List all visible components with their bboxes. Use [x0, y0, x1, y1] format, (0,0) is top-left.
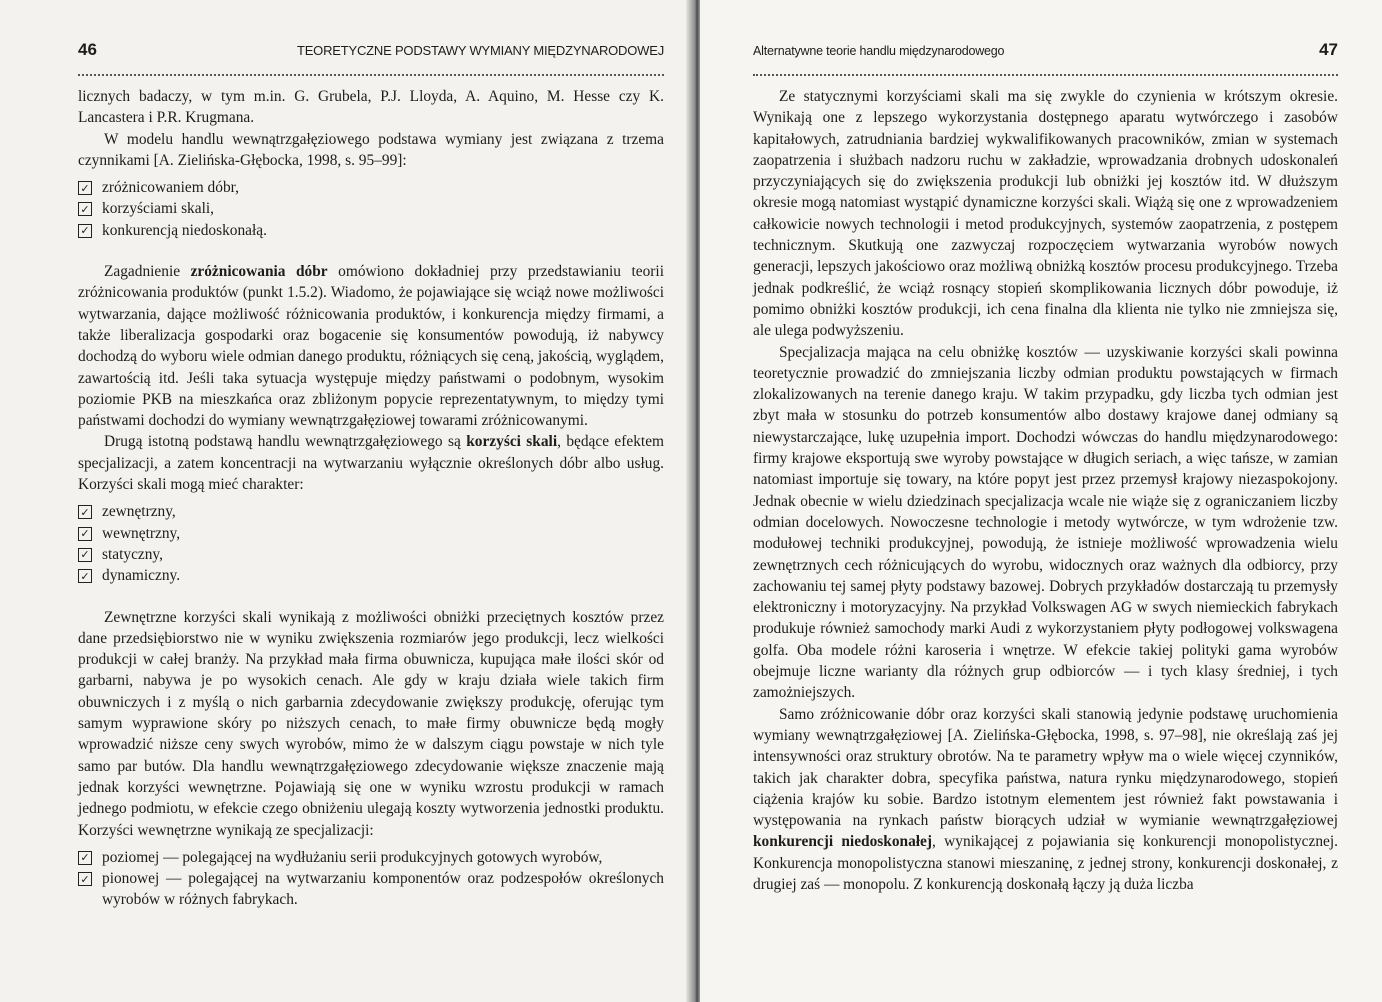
running-title-right: Alternatywne teorie handlu międzynarodowego — [753, 44, 1005, 58]
paragraph: Zagadnienie zróżnicowania dóbr omówiono dokładniej przy przedstawianiu teorii zróżnicowania produktów (punkt 1.5.2). Wiadomo, że pojawiające się wciąż nowe możliwości wytwarzania, dające możliwość różnicowania produktów, i konkurencja między firmami, a także liberalizacja gospodarki oraz bogacenie się konsumentów powodują, iż nabywcy dochodzą do wyboru wiele odmian danego produktu, różniących się ceną, jakością, wyglądem, zawartością itd. Jeśli taka sytuacja występuje między państwami o podobnym, wysokim poziomie PKB na mieszkańca oraz zbliżonym popycie reprezentatywnym, to między tymi państwami dochodzi do wymiany wewnątrzgałęziowej towarami zróżnicowanymi. — [78, 263, 664, 430]
list-item: ✓ korzyściami skali, — [78, 198, 664, 219]
checkbox-icon: ✓ — [78, 569, 92, 583]
checkbox-icon: ✓ — [78, 527, 92, 541]
paragraph: Ze statycznymi korzyściami skali ma się zwykle do czynienia w krótszym okresie. Wynikają one z lepszego wykorzystania dostępnego aparatu wytwórczego i zasobów kapitałowych, zatrudniania bardziej wykwalifikowanych pracowników, zmian w systemach zaopatrzenia i służbach nadzoru ruchu w zakładzie, wprowadzania drobnych udoskonaleń przyczyniających się do zwiększenia produkcji lub obniżki jej kosztów itd. W dłuższym okresie mogą natomiast wystąpić dynamiczne korzyści skali. Wiążą się one z wprowadzeniem całkowicie nowych technologii i metod produkcyjnych, systemów zaopatrzenia, z postępem technicznym. Skutkują one zazwyczaj rozpoczęciem wytwarzania wyrobów nowych generacji, lepszych jakościowo oraz możliwą obniżką kosztów procesu produkcyjnego. Trzeba jednak podkreślić, że wciąż rosnący stopień skomplikowania licznych dóbr powoduje, iż pomimo obniżki kosztów produkcji, ich cena finalna dla klienta nie tylko nie zmniejsza się, ale ulega podwyższeniu. — [753, 88, 1338, 340]
running-title-left: TEORETYCZNE PODSTAWY WYMIANY MIĘDZYNARODOWEJ — [296, 43, 664, 58]
list-item: ✓ poziomej — polegającej na wydłużaniu serii produkcyjnych gotowych wyrobów, — [78, 847, 664, 868]
dotted-rule-left — [78, 66, 664, 76]
page-number-right: 47 — [1319, 40, 1338, 59]
list-item: ✓ wewnętrzny, — [78, 523, 664, 544]
list-item: ✓ dynamiczny. — [78, 565, 664, 586]
paragraph: Drugą istotną podstawą handlu wewnątrzgałęziowego są korzyści skali, będące efektem specjalizacji, a zatem koncentracji na wytwarzaniu wyłącznie określonych dóbr albo usług. Korzyści skali mogą mieć charakter: — [78, 433, 664, 494]
left-page — [0, 0, 690, 1002]
left-header — [78, 40, 664, 60]
dotted-rule-right — [753, 66, 1338, 76]
paragraph: Zewnętrzne korzyści skali wynikają z możliwości obniżki przeciętnych kosztów przez dane przedsiębiorstwo nie w wyniku zwiększenia rozmiarów jego produkcji, lecz wielkości produkcji w całej branży. Na przykład mała firma obuwnicza, kupująca małe ilości skór od garbarni, nabywa je po wysokich cenach. Ale gdy w kraju działa wiele takich firm obuwniczych i z myślą o nich garbarnia zdecydowanie zwiększy produkcję, oferując tym samym wyprawione skóry po niższych cenach, to małe firmy obuwnicze będą mogły wprowadzić niższe ceny swych wyrobów, mimo że w dalszym ciągu powstaje w nich tyle samo par butów. Dla handlu wewnątrzgałęziowego zdecydowanie większe znaczenie mają jednak korzyści wewnętrzne. Pojawiają się one w wyniku wzrostu produkcji w ramach jednego podmiotu, w efekcie czego obniżeniu ulegają koszty wytworzenia jednostki produktu. Korzyści wewnętrzne wynikają ze specjalizacji: — [78, 608, 664, 839]
list-item: ✓ statyczny, — [78, 544, 664, 565]
paragraph: licznych badaczy, w tym m.in. G. Grubela, P.J. Lloyda, A. Aquino, M. Hesse czy K. Lancastera i P.R. Krugmana. — [78, 88, 664, 127]
paragraph: W modelu handlu wewnątrzgałęziowego podstawa wymiany jest związana z trzema czynnikami [A. Zielińska-Głębocka, 1998, s. 95–99]: — [78, 130, 664, 169]
checkbox-icon: ✓ — [78, 202, 92, 216]
checkbox-list — [78, 847, 664, 911]
page-number-left: 46 — [78, 40, 97, 59]
checkbox-list — [78, 501, 664, 586]
right-header — [753, 40, 1338, 60]
checkbox-icon: ✓ — [78, 872, 92, 886]
list-item: ✓ pionowej — polegającej na wytwarzaniu komponentów oraz podzespołów określonych wyrobów w różnych fabrykach. — [78, 868, 664, 911]
list-item: ✓ zewnętrzny, — [78, 501, 664, 522]
paragraph: Samo zróżnicowanie dóbr oraz korzyści skali stanowią jedynie podstawę uruchomienia wymiany wewnątrzgałęziowej [A. Zielińska-Głębocka, 1998, s. 97–98], nie określają zaś jej intensywności oraz struktury obrotów. Na te parametry wpływ ma o wiele więcej czynników, takich jak charakter dobra, specyfika państwa, natura rynku międzynarodowego, stopień ciążenia krajów ku sobie. Bardzo istotnym elementem jest również fakt powstawania i występowania na rynkach państw biorących udział w wymianie wewnątrzgałęziowej konkurencji niedoskonałej, wynikającej z pojawiania się konkurencji monopolistycznej. Konkurencja monopolistyczna stanowi mieszaninę, z jednej strony, konkurencji doskonałej, z drugiej zaś — monopolu. Z konkurencją doskonałą łączy ją duża liczba — [753, 705, 1338, 893]
checkbox-icon: ✓ — [78, 851, 92, 865]
checkbox-list — [78, 177, 664, 241]
checkbox-icon: ✓ — [78, 181, 92, 195]
paragraph: Specjalizacja mająca na celu obniżkę kosztów — uzyskiwanie korzyści skali powinna teoretycznie prowadzić do zmniejszania liczby odmian produktu powstających w firmach zlokalizowanych na terenie danego kraju. W takim przypadku, gdy liczba tych odmian jest zbyt mała w stosunku do potrzeb konsumentów albo dostawy krajowe danej odmiany są niewystarczające, lukę uzupełnia import. Dochodzi wówczas do handlu międzynarodowego: firmy krajowe eksportują swe wyroby powstające w długich seriach, a więc tańsze, w zamian natomiast importuje się towary, na które popyt jest przez przemysł krajowy niezaspokojony. Jednak obecnie w wielu dziedzinach specjalizacja wcale nie wiąże się z ograniczaniem liczby odmian docelowych. Nowoczesne technologie i metody wytwórcze, w tym wdrożenie tzw. modułowej techniki produkcyjnej, powodują, że istnieje możliwość wprowadzenia wielu zewnętrznych cech różnicujących do wyrobu, widocznych oraz ważnych dla odbiorcy, przy zachowaniu tej samej płyty podstawy bazowej. Dobrych przykładów dostarczają tu przemysły elektroniczny i motoryzacyjny. Na przykład Volkswagen AG w swych niemieckich fabrykach produkuje również samochody marki Audi z wykorzystaniem płyty podłogowej volkswagena golfa. Oba modele różni karoseria i wnętrze. W efekcie takiej polityki gama wyrobów obejmuje liczne warianty dla różnych grup odbiorców — i tych klasy średniej, i tych zamożniejszych. — [753, 343, 1338, 702]
checkbox-icon: ✓ — [78, 548, 92, 562]
right-page — [700, 0, 1382, 1002]
checkbox-icon: ✓ — [78, 505, 92, 519]
checkbox-icon: ✓ — [78, 224, 92, 238]
list-item: ✓ zróżnicowaniem dóbr, — [78, 177, 664, 198]
list-item: ✓ konkurencją niedoskonałą. — [78, 220, 664, 241]
